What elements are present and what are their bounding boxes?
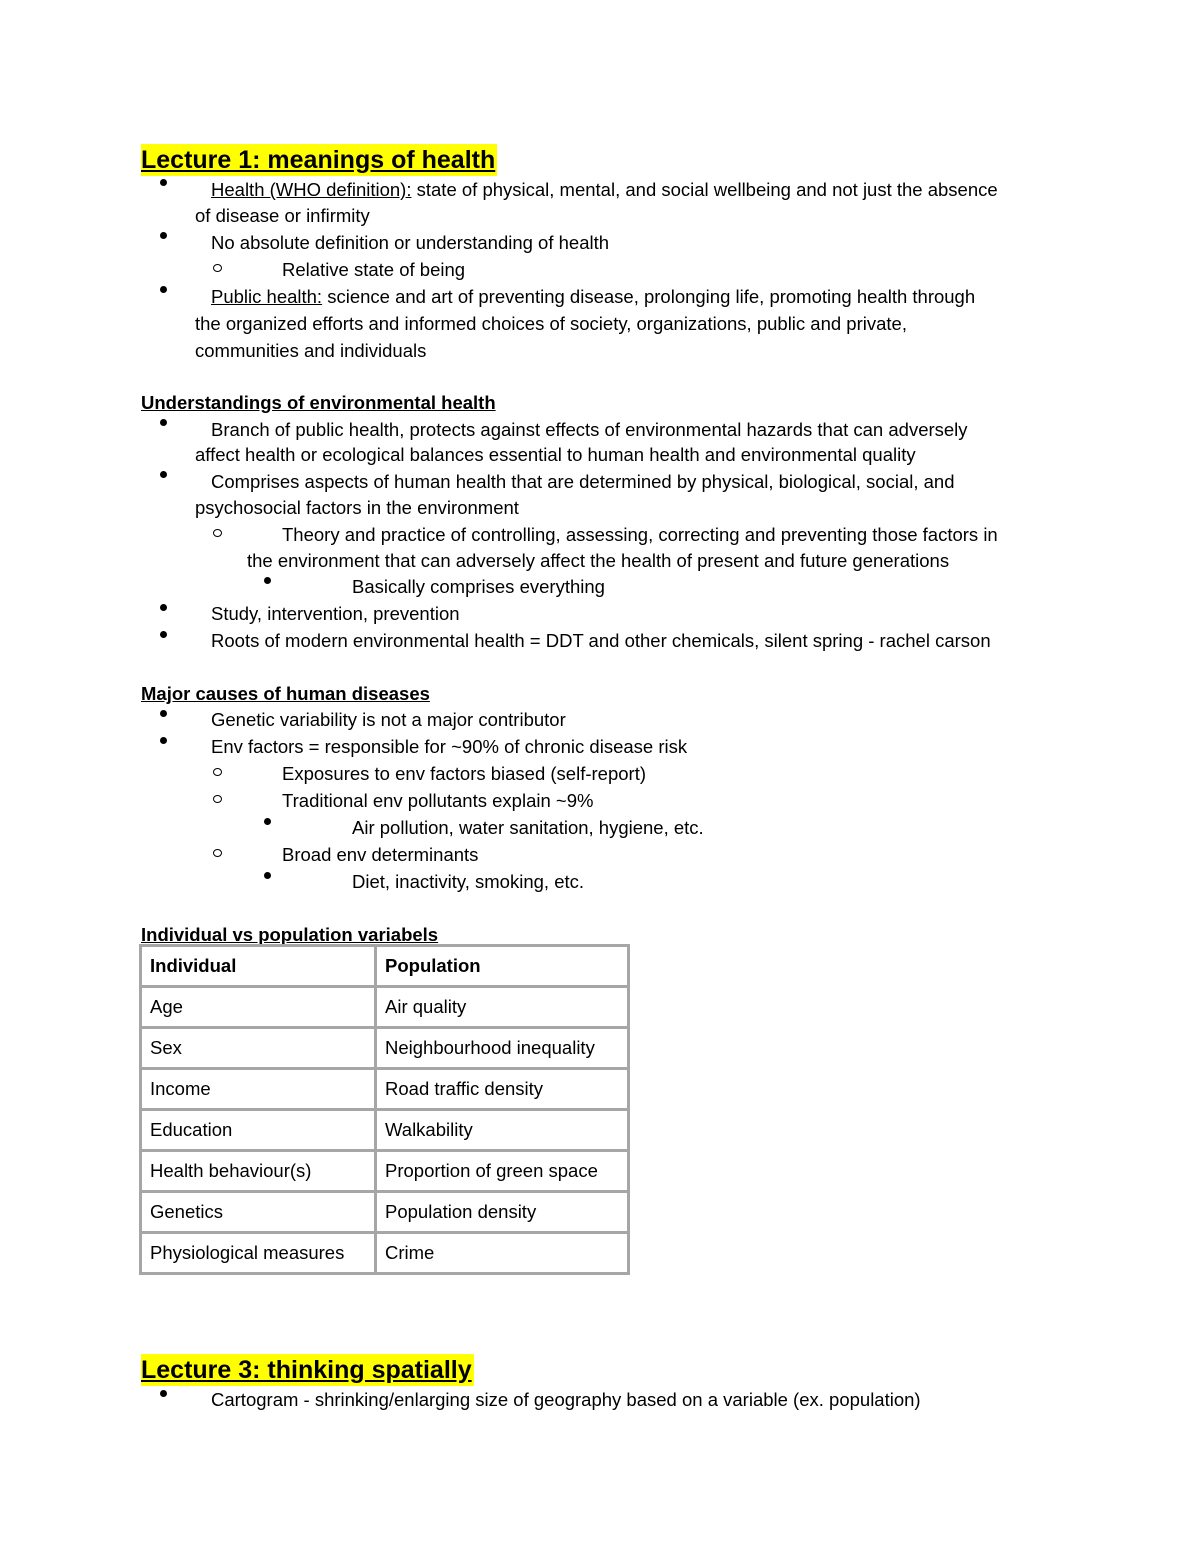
list-item: Broad env determinants [282,844,479,865]
table-row [141,1192,629,1233]
bullet-icon [264,872,271,879]
term-text: state of physical, mental, and social wellbeing and not just the absence [411,179,998,200]
list-item: Genetic variability is not a major contributor [211,709,566,730]
list-item: Relative state of being [282,259,466,280]
bullet-icon [160,604,167,611]
list-item: Traditional env pollutants explain ~9% [282,790,594,811]
bullet-icon [160,737,167,744]
term-label: Health (WHO definition): [211,179,412,200]
table-header-row [141,946,629,987]
list-item: Branch of public health, protects against effects of environmental hazards that can adversely [211,419,968,440]
bullet-icon [160,1390,167,1397]
list-item [211,285,975,309]
bullet-icon [160,232,167,239]
list-item [211,178,998,202]
list-item: Air pollution, water sanitation, hygiene, etc. [352,817,704,838]
table-cell: Walkability [376,1110,629,1151]
circle-bullet-icon [213,795,222,803]
column-header: Population [376,946,629,987]
table-cell: Crime [376,1233,629,1274]
table-cell: Proportion of green space [376,1151,629,1192]
list-item-continuation: of disease or infirmity [195,205,370,226]
list-item-continuation: psychosocial factors in the environment [195,497,519,518]
circle-bullet-icon [213,529,222,537]
variables-heading: Individual vs population variabels [141,924,439,945]
table-cell: Education [141,1110,376,1151]
list-item: No absolute definition or understanding of health [211,232,610,253]
term-text: science and art of preventing disease, prolonging life, promoting health through [322,286,976,307]
list-item: Roots of modern environmental health = DDT and other chemicals, silent spring - rachel carson [211,630,991,651]
bullet-icon [160,471,167,478]
circle-bullet-icon [213,264,222,272]
bullet-icon [160,179,167,186]
list-item: Exposures to env factors biased (self-report) [282,763,646,784]
table-row [141,987,629,1028]
table-cell: Road traffic density [376,1069,629,1110]
environmental-health-heading: Understandings of environmental health [141,392,496,413]
list-item: Cartogram - shrinking/enlarging size of geography based on a variable (ex. population) [211,1389,921,1410]
circle-bullet-icon [213,849,222,857]
table-row [141,1110,629,1151]
list-item-continuation: communities and individuals [195,340,427,361]
table-row [141,1151,629,1192]
list-item-continuation: the environment that can adversely affect the health of present and future generations [247,550,950,571]
bullet-icon [160,286,167,293]
table-cell: Sex [141,1028,376,1069]
table-cell: Income [141,1069,376,1110]
bullet-icon [160,710,167,717]
list-item: Basically comprises everything [352,576,605,597]
table-cell: Air quality [376,987,629,1028]
bullet-icon [160,631,167,638]
lecture-1-heading: Lecture 1: meanings of health [141,146,496,174]
list-item: Theory and practice of controlling, assessing, correcting and preventing those factors in [282,524,998,545]
table-row [141,1233,629,1274]
bullet-icon [264,577,271,584]
lecture-3-heading: Lecture 3: thinking spatially [141,1356,472,1384]
major-causes-heading: Major causes of human diseases [141,683,430,704]
table-cell: Physiological measures [141,1233,376,1274]
term-label: Public health: [211,286,323,307]
table-cell: Genetics [141,1192,376,1233]
variables-table [139,944,630,1275]
circle-bullet-icon [213,768,222,776]
table-cell: Population density [376,1192,629,1233]
table-cell: Age [141,987,376,1028]
table-row [141,1028,629,1069]
list-item: Diet, inactivity, smoking, etc. [352,871,585,892]
table-row [141,1069,629,1110]
table-cell: Neighbourhood inequality [376,1028,629,1069]
list-item: Comprises aspects of human health that are determined by physical, biological, social, and [211,471,955,492]
column-header: Individual [141,946,376,987]
list-item-continuation: the organized efforts and informed choices of society, organizations, public and private, [195,313,907,334]
bullet-icon [264,818,271,825]
list-item: Study, intervention, prevention [211,603,460,624]
list-item-continuation: affect health or ecological balances essential to human health and environmental quality [195,444,916,465]
bullet-icon [160,419,167,426]
list-item: Env factors = responsible for ~90% of chronic disease risk [211,736,688,757]
table-cell: Health behaviour(s) [141,1151,376,1192]
